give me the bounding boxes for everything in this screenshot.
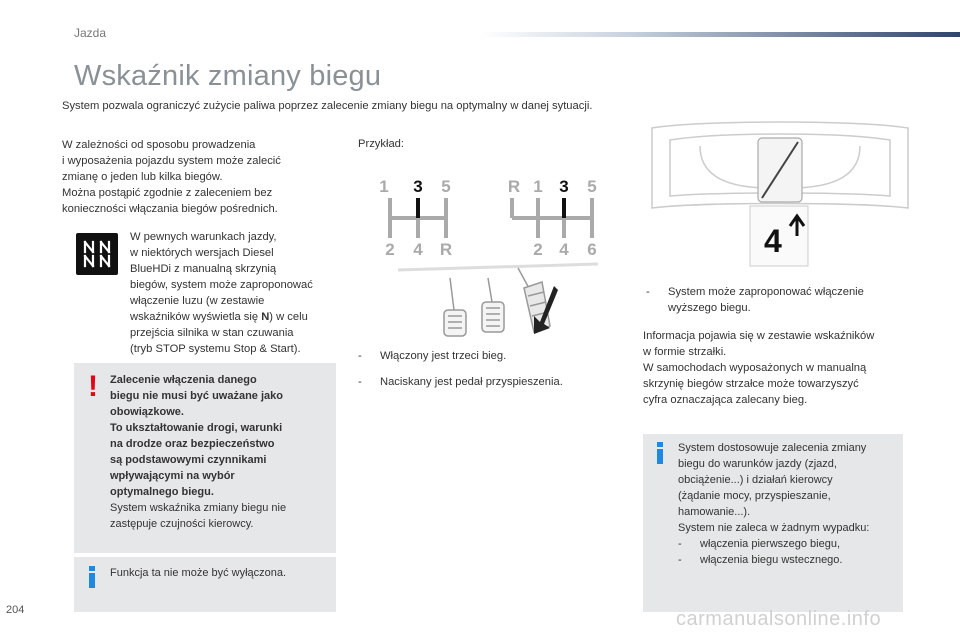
col1-neutral-paragraph: W pewnych warunkach jazdy, w niektórych wersjach Diesel BlueHDi z manualną skrzynią biegów, system może zaproponować włączenie luzu (w zestawie wskaźników wyświetla się N) w celu przejścia silnika w stan czuwania (tryb STOP systemu Stop & Start). <box>130 231 313 355</box>
info-box <box>74 557 336 612</box>
page-title: Wskaźnik zmiany biegu <box>74 60 382 92</box>
col1-paragraph: W zależności od sposobu prowadzenia i wyposażenia pojazdu system może zalecić zmianę o jeden lub kilka biegów. Można postąpić zgodnie z zaleceniem bez konieczności włączania biegów pośrednich. <box>62 139 281 215</box>
svg-text:5: 5 <box>441 177 451 196</box>
svg-text:1: 1 <box>533 177 543 196</box>
list-item: - System może zaproponować włączenie wyższego biegu. <box>646 286 864 314</box>
svg-text:3: 3 <box>413 177 423 196</box>
gear-pattern-6speed <box>508 177 597 259</box>
info-icon <box>656 442 663 469</box>
watermark: carmanualsonline.info <box>676 608 882 630</box>
warning-text: Zalecenie włączenia danego biegu nie musi być uważane jako obowiązkowe. To ukształtowanie drogi, warunki na drodze oraz bezpieczeństwo są podstawowymi czynnikami wpływającymi na wybór optymalnego biegu. System wskaźnika zmiany biegu nie zastępuje czujności kierowcy. <box>110 374 287 530</box>
svg-text:2: 2 <box>385 240 395 259</box>
section-label: Jazda <box>74 26 107 40</box>
instrument-cluster-illustration <box>640 118 920 278</box>
example-label: Przykład: <box>358 138 405 150</box>
svg-text:5: 5 <box>587 177 597 196</box>
svg-text:3: 3 <box>559 177 569 196</box>
floor-line <box>398 264 598 270</box>
svg-text:R: R <box>507 177 521 196</box>
svg-text:2: 2 <box>533 240 543 259</box>
header-bar <box>480 32 960 37</box>
info-text: System dostosowuje zalecenia zmiany biegu do warunków jazdy (zjazd, obciążenie...) i działań kierowcy (żądanie mocy, przyspieszanie, hamowanie...). System nie zaleca w żadnym wypadku: - włączenia pierwszego biegu, - włączenia biegu wstecznego. <box>678 440 898 568</box>
gear-illustration <box>358 160 608 340</box>
list-item: - Włączony jest trzeci bieg. <box>358 350 507 362</box>
list-item: - włączenia biegu wstecznego. <box>678 554 843 566</box>
page-number: 204 <box>6 604 25 616</box>
svg-text:4: 4 <box>559 240 569 259</box>
warning-icon: ! <box>88 370 98 403</box>
list-item: - Naciskany jest pedał przyspieszenia. <box>358 376 563 388</box>
intro-text: System pozwala ograniczyć zużycie paliwa poprzez zalecenie zmiany biegu na optymalny w danej sytuacji. <box>62 100 593 112</box>
svg-text:4: 4 <box>413 240 423 259</box>
info-icon <box>88 566 95 593</box>
svg-text:R: R <box>439 240 453 259</box>
info-text: Funkcja ta nie może być wyłączona. <box>110 567 287 579</box>
col3-paragraph: Informacja pojawia się w zestawie wskaźników w formie strzałki. W samochodach wyposażonych w manualną skrzynię biegów strzałce może towarzyszyć cyfra oznaczająca zalecany bieg. <box>643 330 875 406</box>
neutral-gear-icon <box>76 233 118 275</box>
display-digit: 4 <box>764 223 782 259</box>
svg-text:1: 1 <box>379 177 389 196</box>
gear-pattern-5speed <box>379 177 452 259</box>
list-item: - włączenia pierwszego biegu, <box>678 538 841 550</box>
svg-text:6: 6 <box>587 240 597 259</box>
